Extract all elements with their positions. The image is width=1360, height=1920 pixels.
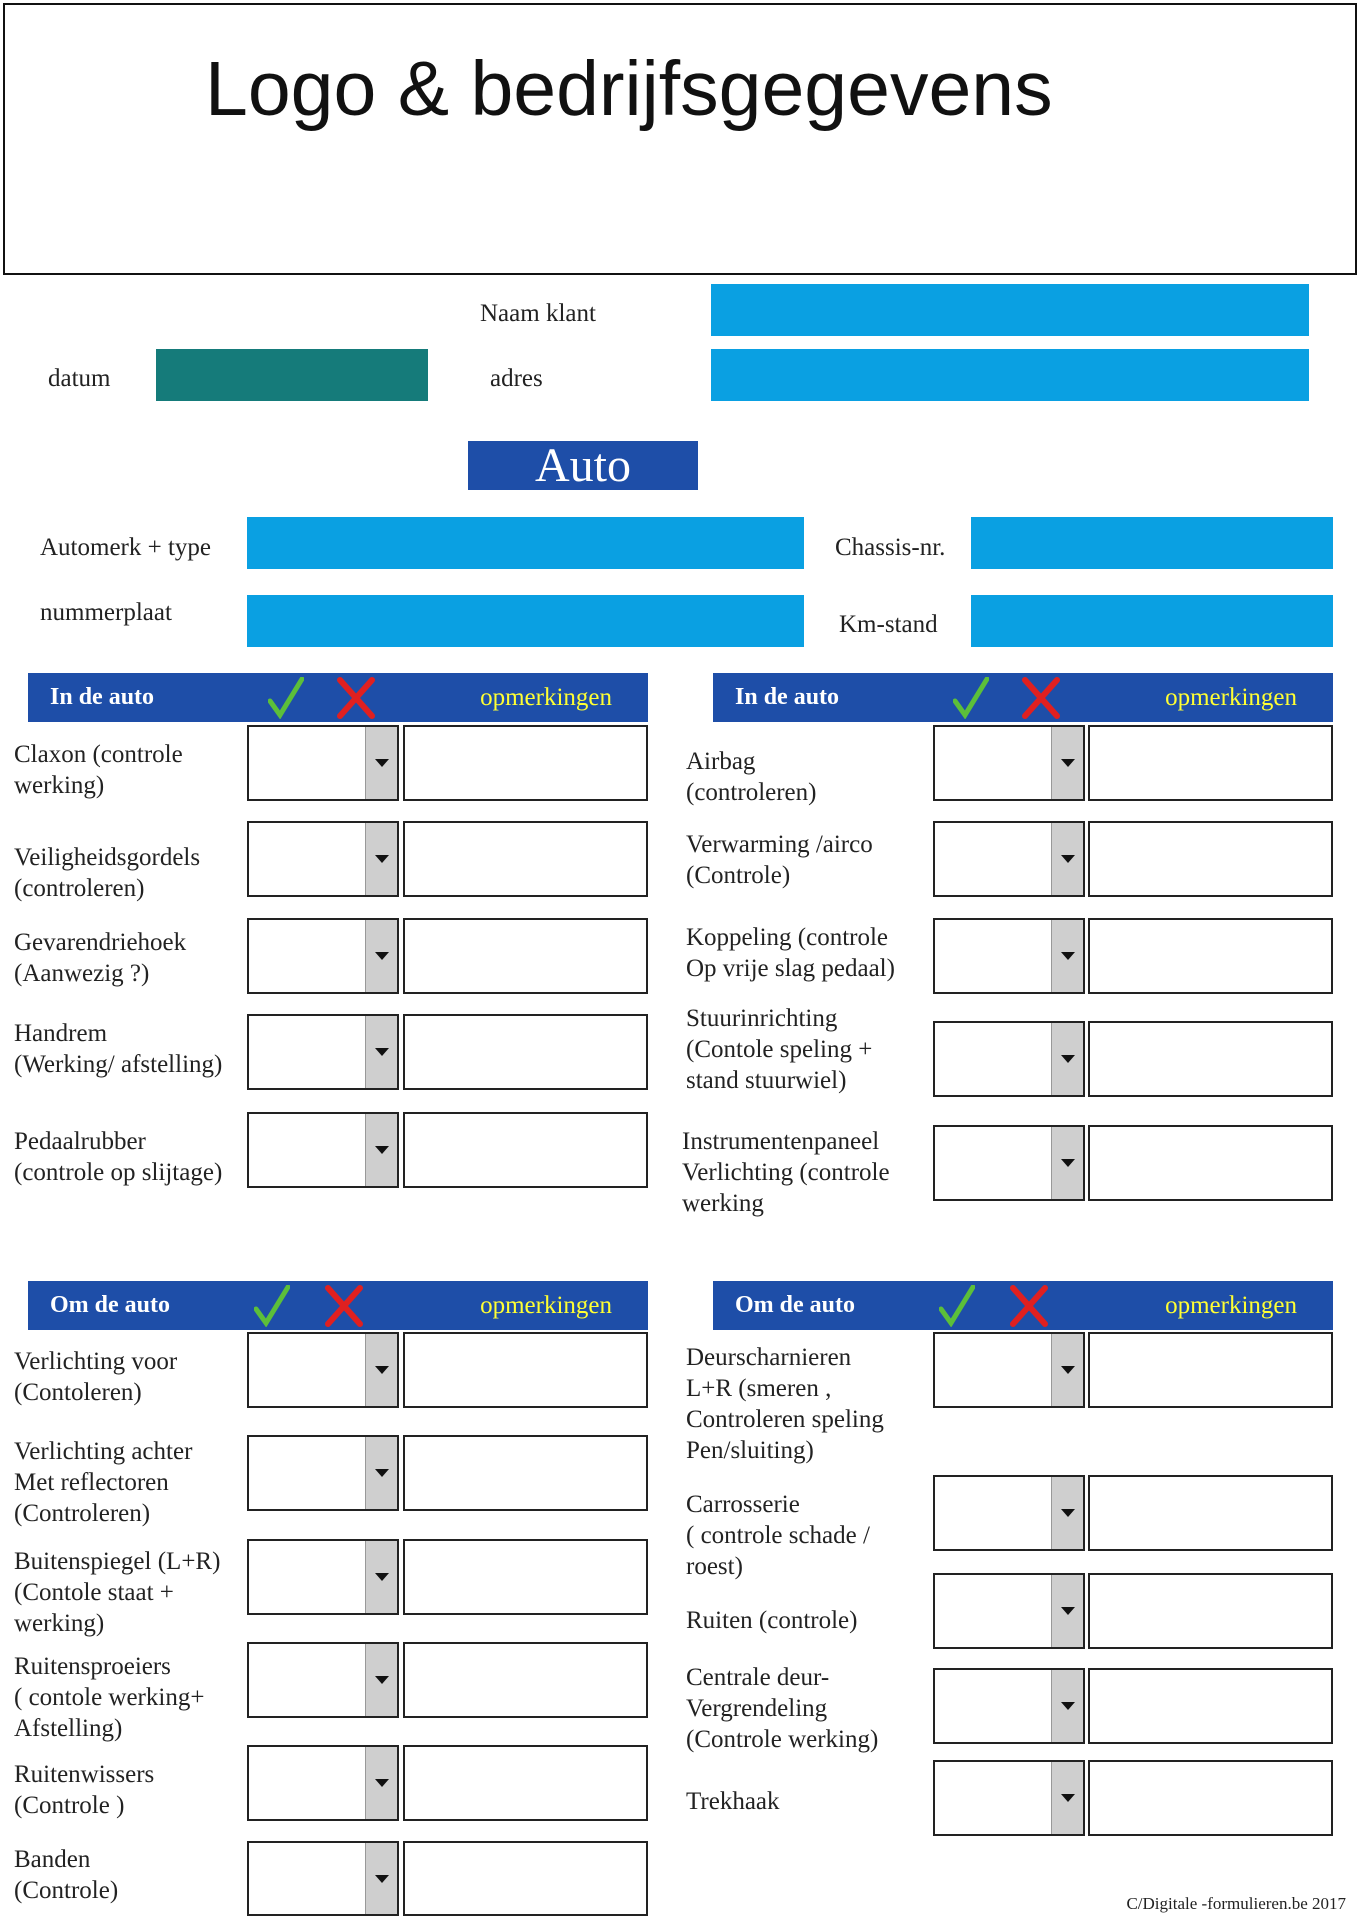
remark-field-ruitensproeiers[interactable] xyxy=(403,1642,648,1718)
dropdown-button[interactable] xyxy=(1051,823,1083,895)
datum-label: datum xyxy=(48,365,111,392)
auto-banner: Auto xyxy=(468,441,698,490)
logo-header-box xyxy=(3,3,1357,275)
remarks-heading: opmerkingen xyxy=(1165,1292,1297,1319)
dropdown-button[interactable] xyxy=(365,1334,397,1406)
footer-credit: C/Digitale -formulieren.be 2017 xyxy=(1126,1894,1346,1913)
cross-icon xyxy=(336,677,376,719)
item-label-banden: Banden (Controle) xyxy=(14,1846,119,1904)
status-dropdown-banden[interactable] xyxy=(247,1841,399,1916)
dropdown-button[interactable] xyxy=(1051,1477,1083,1549)
status-dropdown-instrumentenpaneel[interactable] xyxy=(933,1125,1085,1201)
status-dropdown-buitenspiegel[interactable] xyxy=(247,1539,399,1615)
status-dropdown-verlichting-achter[interactable] xyxy=(247,1435,399,1511)
check-icon xyxy=(254,1285,290,1327)
dropdown-button[interactable] xyxy=(1051,1762,1083,1834)
chevron-down-icon xyxy=(1061,1794,1075,1802)
section-header-in-de-auto-right xyxy=(713,673,1333,722)
remarks-heading: opmerkingen xyxy=(480,684,612,711)
section-title: In de auto xyxy=(50,684,155,710)
dropdown-button[interactable] xyxy=(1051,1127,1083,1199)
item-label-handrem: Handrem (Werking/ afstelling) xyxy=(14,1020,223,1078)
dropdown-button[interactable] xyxy=(1051,1670,1083,1742)
remark-field-verwarming[interactable] xyxy=(1088,821,1333,897)
remark-field-deurscharnieren[interactable] xyxy=(1088,1332,1333,1408)
item-label-claxon: Claxon (controle werking) xyxy=(14,741,183,799)
remarks-heading: opmerkingen xyxy=(480,1292,612,1319)
item-label-koppeling: Koppeling (controle Op vrije slag pedaal) xyxy=(686,924,895,982)
status-dropdown-handrem[interactable] xyxy=(247,1014,399,1090)
remark-field-ruitenwissers[interactable] xyxy=(403,1745,648,1821)
status-dropdown-koppeling[interactable] xyxy=(933,918,1085,994)
remark-field-verlichting-voor[interactable] xyxy=(403,1332,648,1408)
item-label-gevarendriehoek: Gevarendriehoek (Aanwezig ?) xyxy=(14,929,187,987)
item-label-ruitenwissers: Ruitenwissers (Controle ) xyxy=(14,1761,155,1819)
check-icon xyxy=(268,677,304,719)
chevron-down-icon xyxy=(375,1875,389,1883)
remark-field-trekhaak[interactable] xyxy=(1088,1760,1333,1836)
remark-field-banden[interactable] xyxy=(403,1841,648,1916)
dropdown-button[interactable] xyxy=(365,1747,397,1819)
item-label-pedaalrubber: Pedaalrubber (controle op slijtage) xyxy=(14,1128,223,1186)
status-dropdown-ruitenwissers[interactable] xyxy=(247,1745,399,1821)
status-dropdown-airbag[interactable] xyxy=(933,725,1085,801)
chevron-down-icon xyxy=(375,1048,389,1056)
item-label-verlichting-voor: Verlichting voor (Contoleren) xyxy=(14,1348,178,1406)
status-dropdown-centrale-deurvergrendeling[interactable] xyxy=(933,1668,1085,1744)
status-dropdown-pedaalrubber[interactable] xyxy=(247,1112,399,1188)
item-label-centrale-deurvergrendeling: Centrale deur- Vergrendeling (Controle werking) xyxy=(686,1664,879,1753)
status-dropdown-verwarming[interactable] xyxy=(933,821,1085,897)
chevron-down-icon xyxy=(1061,1055,1075,1063)
status-dropdown-gevarendriehoek[interactable] xyxy=(247,918,399,994)
nummerplaat-label: nummerplaat xyxy=(40,599,172,626)
dropdown-button[interactable] xyxy=(365,1843,397,1914)
nummerplaat-field[interactable] xyxy=(247,595,804,647)
adres-label: adres xyxy=(490,365,543,392)
chevron-down-icon xyxy=(375,1146,389,1154)
automerk-label: Automerk + type xyxy=(40,534,212,561)
item-label-instrumentenpaneel: Instrumentenpaneel Verlichting (controle werking xyxy=(682,1128,890,1217)
remark-field-ruiten[interactable] xyxy=(1088,1573,1333,1649)
remark-field-claxon[interactable] xyxy=(403,725,648,801)
status-dropdown-claxon[interactable] xyxy=(247,725,399,801)
item-label-ruiten: Ruiten (controle) xyxy=(686,1607,858,1634)
cross-icon xyxy=(324,1285,364,1327)
dropdown-button[interactable] xyxy=(1051,1023,1083,1095)
status-dropdown-trekhaak[interactable] xyxy=(933,1760,1085,1836)
item-label-buitenspiegel: Buitenspiegel (L+R) (Contole staat + werking) xyxy=(14,1548,221,1637)
status-dropdown-deurscharnieren[interactable] xyxy=(933,1332,1085,1408)
km-stand-field[interactable] xyxy=(971,595,1333,647)
chassis-field[interactable] xyxy=(971,517,1333,569)
chevron-down-icon xyxy=(375,1469,389,1477)
section-title: In de auto xyxy=(735,684,840,710)
chevron-down-icon xyxy=(375,759,389,767)
status-dropdown-stuurinrichting[interactable] xyxy=(933,1021,1085,1097)
naam-klant-field[interactable] xyxy=(711,284,1309,336)
status-dropdown-ruitensproeiers[interactable] xyxy=(247,1642,399,1718)
chevron-down-icon xyxy=(1061,1366,1075,1374)
dropdown-button[interactable] xyxy=(365,1114,397,1186)
remark-field-pedaalrubber[interactable] xyxy=(403,1112,648,1188)
km-stand-label: Km-stand xyxy=(839,611,938,638)
dropdown-button[interactable] xyxy=(365,823,397,895)
item-label-deurscharnieren: Deurscharnieren L+R (smeren , Controleren speling Pen/sluiting) xyxy=(686,1344,884,1464)
chevron-down-icon xyxy=(375,1573,389,1581)
item-label-airbag: Airbag (controleren) xyxy=(686,748,817,806)
chevron-down-icon xyxy=(1061,759,1075,767)
check-icon xyxy=(939,1285,975,1327)
remark-field-veiligheidsgordels[interactable] xyxy=(403,821,648,897)
remark-field-carrosserie[interactable] xyxy=(1088,1475,1333,1551)
remark-field-centrale-deurvergrendeling[interactable] xyxy=(1088,1668,1333,1744)
dropdown-button[interactable] xyxy=(365,727,397,799)
cross-icon xyxy=(1021,677,1061,719)
chevron-down-icon xyxy=(1061,1702,1075,1710)
chevron-down-icon xyxy=(375,855,389,863)
chevron-down-icon xyxy=(1061,855,1075,863)
check-icon xyxy=(953,677,989,719)
item-label-trekhaak: Trekhaak xyxy=(686,1788,780,1815)
status-dropdown-ruiten[interactable] xyxy=(933,1573,1085,1649)
dropdown-button[interactable] xyxy=(365,1644,397,1716)
remark-field-gevarendriehoek[interactable] xyxy=(403,918,648,994)
section-header-om-de-auto-right xyxy=(713,1281,1333,1330)
chevron-down-icon xyxy=(375,952,389,960)
section-header-in-de-auto-left xyxy=(28,673,648,722)
cross-icon xyxy=(1009,1285,1049,1327)
chevron-down-icon xyxy=(375,1676,389,1684)
logo-text: Logo & bedrijfsgegevens xyxy=(205,46,1053,132)
chevron-down-icon xyxy=(375,1366,389,1374)
remark-field-koppeling[interactable] xyxy=(1088,918,1333,994)
chevron-down-icon xyxy=(1061,952,1075,960)
remarks-heading: opmerkingen xyxy=(1165,684,1297,711)
dropdown-button[interactable] xyxy=(365,1437,397,1509)
item-label-ruitensproeiers: Ruitensproeiers ( contole werking+ Afstelling) xyxy=(14,1653,205,1742)
remark-field-stuurinrichting[interactable] xyxy=(1088,1021,1333,1097)
remark-field-verlichting-achter[interactable] xyxy=(403,1435,648,1511)
item-label-carrosserie: Carrosserie ( controle schade / roest) xyxy=(686,1491,870,1580)
section-title: Om de auto xyxy=(735,1292,855,1318)
item-label-stuurinrichting: Stuurinrichting (Contole speling + stand stuurwiel) xyxy=(686,1005,873,1094)
remark-field-handrem[interactable] xyxy=(403,1014,648,1090)
dropdown-button[interactable] xyxy=(365,1541,397,1613)
chevron-down-icon xyxy=(1061,1607,1075,1615)
item-label-veiligheidsgordels: Veiligheidsgordels (controleren) xyxy=(14,844,201,902)
section-header-om-de-auto-left xyxy=(28,1281,648,1330)
dropdown-button[interactable] xyxy=(1051,1575,1083,1647)
automerk-field[interactable] xyxy=(247,517,804,569)
chassis-label: Chassis-nr. xyxy=(835,534,946,561)
naam-klant-label: Naam klant xyxy=(480,300,596,327)
status-dropdown-carrosserie[interactable] xyxy=(933,1475,1085,1551)
section-title: Om de auto xyxy=(50,1292,170,1318)
chevron-down-icon xyxy=(375,1779,389,1787)
dropdown-button[interactable] xyxy=(365,920,397,992)
status-dropdown-verlichting-voor[interactable] xyxy=(247,1332,399,1408)
remark-field-buitenspiegel[interactable] xyxy=(403,1539,648,1615)
item-label-verwarming: Verwarming /airco (Controle) xyxy=(686,831,873,889)
dropdown-button[interactable] xyxy=(1051,1334,1083,1406)
remark-field-airbag[interactable] xyxy=(1088,725,1333,801)
dropdown-button[interactable] xyxy=(365,1016,397,1088)
status-dropdown-veiligheidsgordels[interactable] xyxy=(247,821,399,897)
remark-field-instrumentenpaneel[interactable] xyxy=(1088,1125,1333,1201)
chevron-down-icon xyxy=(1061,1159,1075,1167)
adres-field[interactable] xyxy=(711,349,1309,401)
datum-field[interactable] xyxy=(156,349,428,401)
dropdown-button[interactable] xyxy=(1051,920,1083,992)
dropdown-button[interactable] xyxy=(1051,727,1083,799)
item-label-verlichting-achter: Verlichting achter Met reflectoren (Controleren) xyxy=(14,1438,193,1527)
chevron-down-icon xyxy=(1061,1509,1075,1517)
